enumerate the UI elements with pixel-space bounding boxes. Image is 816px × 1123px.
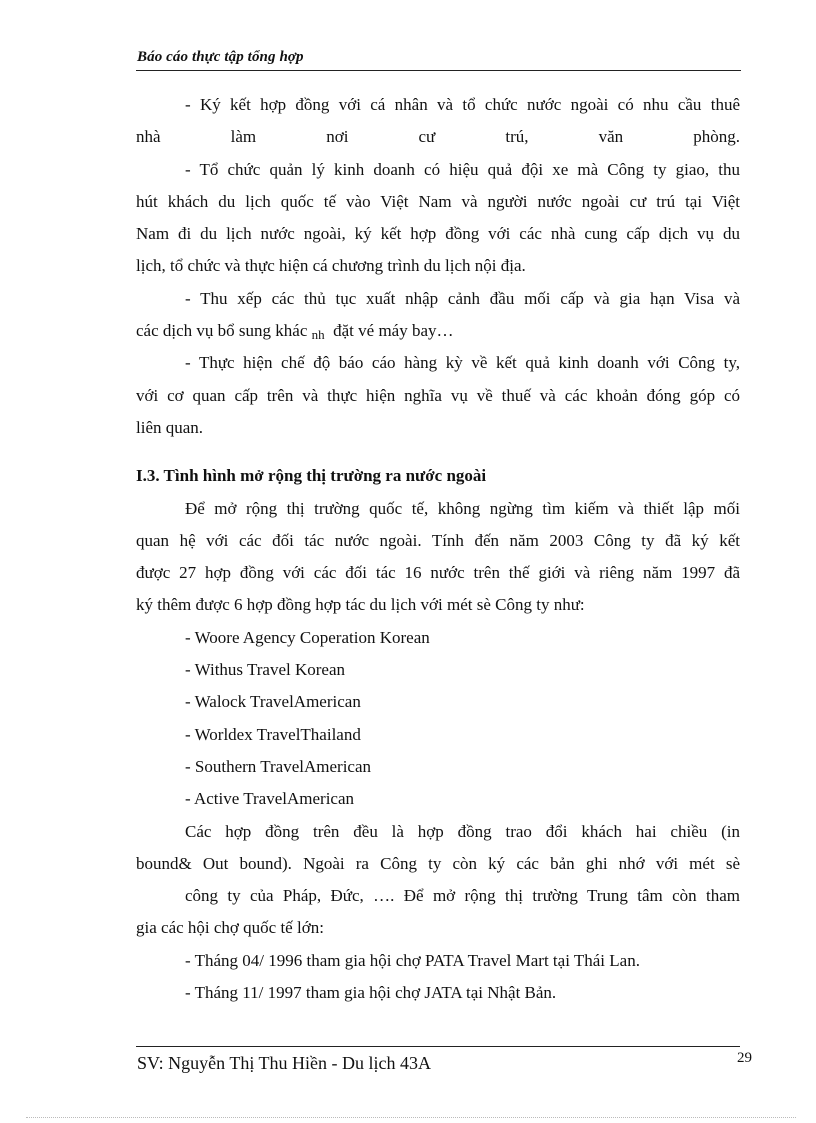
text-line: Để mở rộng thị trường quốc tế, không ngừng tìm kiếm và thiết lập mối [185, 498, 740, 518]
text-fragment: đặt vé máy bay… [333, 321, 454, 341]
text-fragment: các dịch vụ bổ sung khác [136, 321, 308, 341]
text-line-spread [136, 124, 740, 156]
word: trú, [505, 127, 529, 147]
spacer [136, 447, 740, 463]
word: cư [418, 127, 436, 147]
text-line: Nam đi du lịch nước ngoài, ký kết hợp đồng với các nhà cung cấp dịch vụ du [136, 224, 740, 244]
text-line [136, 318, 740, 350]
word: nhà [136, 127, 161, 147]
word: phòng. [693, 127, 740, 147]
text-line: được 27 hợp đồng với các đối tác 16 nước trên thế giới và riêng năm 1997 đã [136, 563, 740, 583]
text-line: - Ký kết hợp đồng với cá nhân và tổ chức nước ngoài có nhu cầu thuê [185, 95, 740, 114]
list-item: - Tháng 11/ 1997 tham gia hội chợ JATA tại Nhật Bản. [185, 983, 557, 1003]
list-item: - Walock TravelAmerican [185, 692, 361, 712]
list-item: - Woore Agency Coperation Korean [185, 627, 430, 647]
word: văn [598, 127, 624, 147]
text-line: quan hệ với các đối tác nước ngoài. Tính đến năm 2003 Công ty đã ký kết [136, 530, 740, 550]
list-item: - Active TravelAmerican [185, 789, 355, 809]
text-line: hút khách du lịch quốc tế vào Việt Nam và người nước ngoài cư trú tại Việt [136, 191, 740, 211]
text-fragment-small: nh [311, 327, 325, 343]
list-item: - Southern TravelAmerican [185, 756, 372, 776]
header-divider [136, 70, 741, 71]
text-line: - Thực hiện chế độ báo cáo hàng kỳ về kết quả kinh doanh với Công ty, [185, 353, 740, 373]
text-line: liên quan. [136, 417, 204, 437]
word: làm [230, 127, 257, 147]
text-line: Các hợp đồng trên đều là hợp đồng trao đổi khách hai chiều (in [185, 821, 740, 841]
word: nơi [326, 127, 349, 147]
page-number: 29 [737, 1050, 752, 1066]
text-line: công ty của Pháp, Đức, …. Để mở rộng thị trường Trung tâm còn tham [185, 886, 740, 906]
list-item: - Withus Travel Korean [185, 660, 346, 680]
text-line: với cơ quan cấp trên và thực hiện nghĩa vụ về thuế và các khoản đóng góp có [136, 385, 740, 405]
text-line: - Tổ chức quản lý kinh doanh có hiệu quả đội xe mà Công ty giao, thu [185, 159, 740, 179]
footer-student-info: SV: Nguyễn Thị Thu Hiền - Du lịch 43A [137, 1053, 431, 1073]
page-header-title: Báo cáo thực tập tổng hợp [137, 49, 304, 65]
text-line: gia các hội chợ quốc tế lớn: [136, 918, 324, 938]
text-line: ký thêm được 6 hợp đồng hợp tác du lịch với mét sè Công ty như: [136, 595, 585, 615]
text-line: bound& Out bound). Ngoài ra Công ty còn ký các bản ghi nhớ với mét sè [136, 853, 740, 873]
page-body [136, 92, 740, 1012]
section-heading: I.3. Tình hình mở rộng thị trường ra nước ngoài [136, 466, 487, 486]
text-line: lịch, tổ chức và thực hiện cá chương trình du lịch nội địa. [136, 256, 526, 276]
footer-divider [136, 1046, 740, 1047]
list-item: - Tháng 04/ 1996 tham gia hội chợ PATA Travel Mart tại Thái Lan. [185, 950, 640, 970]
page-edge-dotted-line [26, 1117, 796, 1118]
list-item: - Worldex TravelThailand [185, 724, 361, 744]
text-line: - Thu xếp các thủ tục xuất nhập cảnh đầu mối cấp và gia hạn Visa và [185, 288, 740, 308]
